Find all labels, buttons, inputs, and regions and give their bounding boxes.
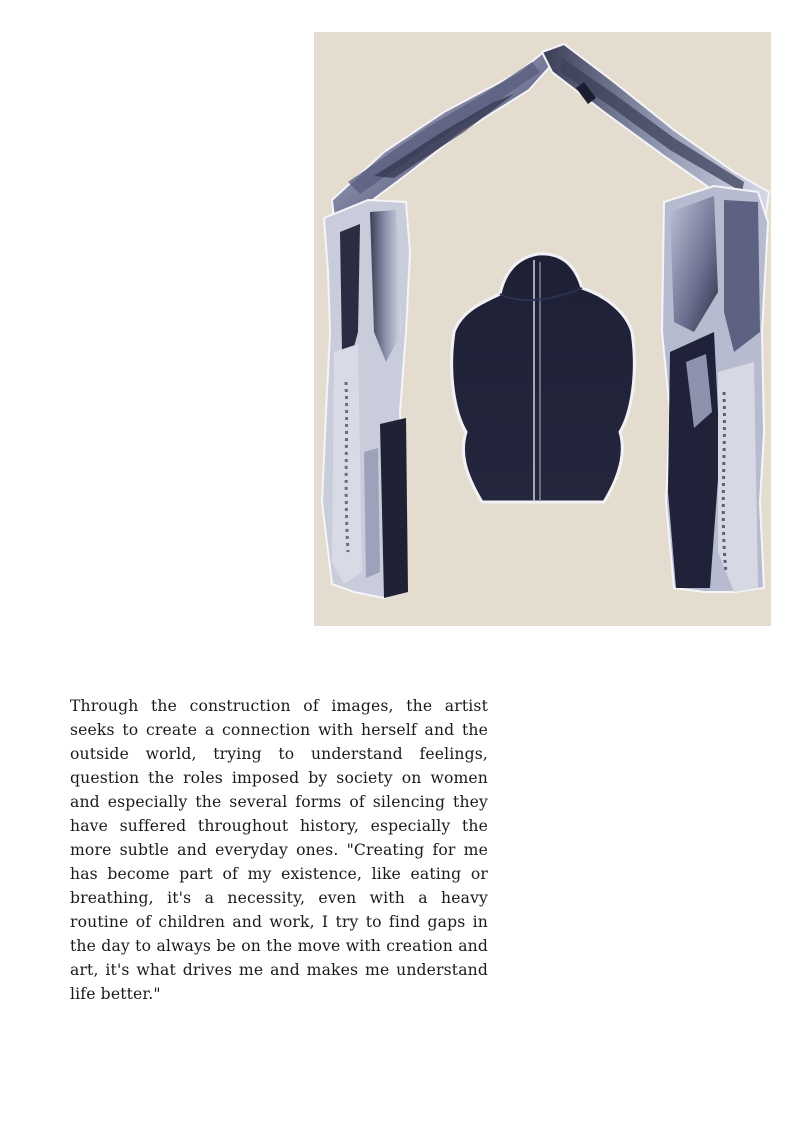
pillar-left-collage: [322, 200, 410, 598]
pillar-right-collage: [662, 186, 768, 592]
artist-statement-paragraph: Through the construction of images, the artist seeks to create a connection with herself and the outside world, trying to understand feelings, question the roles imposed by society on women and especially the several forms of silencing they have suffered throughout history, especially the more subtle and everyday ones. "Creating for me has become part of my existence, like eating or breathing, it's a necessity, even with a heavy routine of children and work, I try to find gaps in the day to always be on the move with creation and art, it's what drives me and makes me understand life better.": [70, 697, 488, 1003]
collage-artwork-image: [314, 32, 771, 626]
